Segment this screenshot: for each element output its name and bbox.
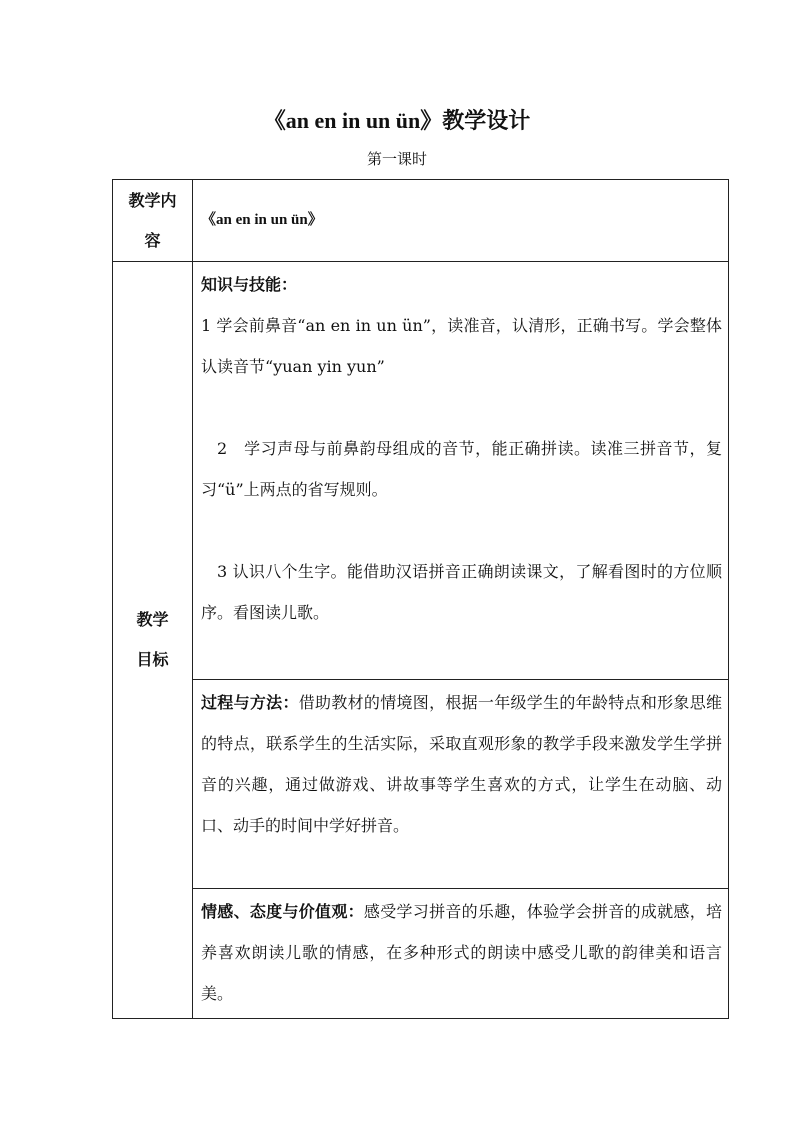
knowledge-skills-cell [193, 262, 729, 680]
goals-row-process [113, 680, 729, 889]
goals-label-line2: 目标 [136, 650, 169, 669]
emotion-attitude-cell [193, 889, 729, 1019]
content-label-line1: 教学内 [128, 190, 177, 210]
lesson-period: 第一课时 [366, 150, 427, 168]
emotion-paragraph [201, 891, 722, 1014]
goals-row-emotion [113, 889, 729, 1019]
content-label-line2: 容 [144, 230, 161, 250]
knowledge-item-1: 1 学会前鼻音“an en in un ün”，读准音，认清形，正确书写。学会整体认读音节“yuan yin yun” [201, 316, 722, 376]
emotion-text: 感受学习拼音的乐趣，体验学会拼音的成就感，培养喜欢朗读儿歌的情感，在多种形式的朗读中感受儿歌的韵律美和语言美。 [201, 902, 722, 1003]
process-methods-cell [193, 680, 729, 889]
knowledge-item-2: 2 学习声母与前鼻韵母组成的音节，能正确拼读。读准三拼音节，复习“ü”上两点的省写规则。 [201, 439, 722, 499]
goals-label-line1: 教学 [136, 610, 169, 629]
knowledge-item-3: 3 认识八个生字。能借助汉语拼音正确朗读课文，了解看图时的方位顺序。看图读儿歌。 [201, 562, 722, 622]
lesson-plan-table [112, 179, 729, 1019]
content-value: 《an en in un ün》 [193, 180, 729, 262]
process-text: 借助教材的情境图，根据一年级学生的年龄特点和形象思维的特点，联系学生的生活实际，采取直观形象的教学手段来激发学生学拼音的兴趣，通过做游戏、讲故事等学生喜欢的方式，让学生在动脑、动口、动手的时间中学好拼音。 [201, 693, 722, 835]
emotion-heading: 情感、态度与价值观： [201, 902, 364, 921]
content-label [113, 180, 193, 262]
goals-row-knowledge [113, 262, 729, 680]
process-paragraph [201, 682, 722, 846]
goals-label [113, 262, 193, 1019]
document-title: 《an en in un ün》教学设计 [263, 108, 531, 133]
process-heading: 过程与方法： [201, 693, 299, 712]
knowledge-heading: 知识与技能： [201, 275, 298, 294]
content-row [113, 180, 729, 262]
